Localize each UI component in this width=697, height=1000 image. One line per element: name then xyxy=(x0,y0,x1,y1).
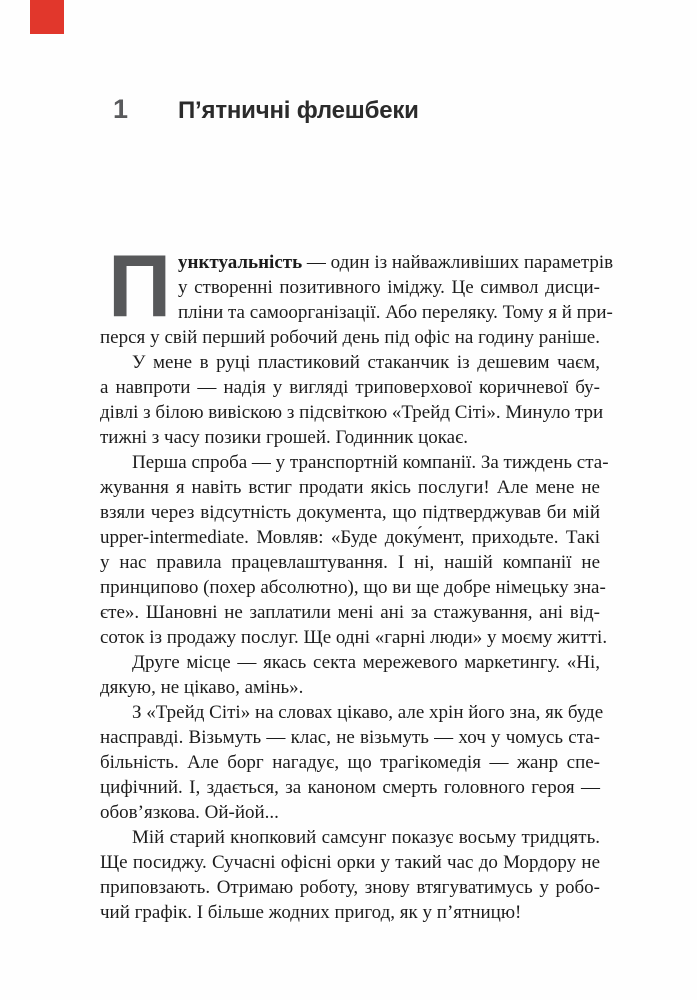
text-line: соток із продажу послуг. Ще одні «гарні люди» у моєму житті. xyxy=(100,627,608,648)
text-line: унктуальність — один із найважливіших параметрів xyxy=(178,252,614,273)
text-line: Перша спроба — у транспортній компанії. За тиждень ста- xyxy=(132,452,609,473)
text-line: насправді. Візьмуть — клас, не візьмуть — хоч у чомусь ста- xyxy=(100,727,600,748)
text-line: а навпроти — надія у вигляді триповерхової коричневої бу- xyxy=(100,377,600,398)
red-square-marker xyxy=(30,0,64,34)
text-line: Ще посиджу. Сучасні офісні орки у такий час до Мордору не xyxy=(100,852,600,873)
text-line: Мій старий кнопковий самсунг показує восьму тридцять. xyxy=(132,827,600,848)
text-line: жування я навіть встиг продати якісь послуги! Але мене не xyxy=(100,477,600,498)
paragraph xyxy=(100,825,600,925)
paragraph xyxy=(100,350,604,450)
text-line: З «Трейд Сіті» на словах цікаво, але хрін його зна, як буде xyxy=(132,702,604,723)
text-line: цифічний. І, здається, за каноном смерть головного героя — xyxy=(100,777,600,798)
text-line: дівлі з білою вивіскою з підсвіткою «Трейд Сіті». Минуло три xyxy=(100,402,604,423)
text-line: upper-intermediate. Мовляв: «Буде доку́мент, приходьте. Такі xyxy=(100,527,600,548)
text-line: Друге місце — якась секта мережевого маркетингу. «Ні, xyxy=(132,652,600,673)
chapter-header xyxy=(113,94,637,125)
chapter-title: П’ятничні флешбеки xyxy=(178,97,419,124)
lead-bold-word: унктуальність xyxy=(178,252,303,273)
text-line: чий графік. І більше жодних пригод, як у п’ятницю! xyxy=(100,902,522,923)
text-line: обов’язкова. Ой-йой... xyxy=(100,802,279,823)
paragraph xyxy=(100,236,614,350)
text-line: взяли через відсутність документа, що підтверджував би мій xyxy=(100,502,600,523)
paragraph xyxy=(100,700,604,825)
text-line: дякую, не цікаво, амінь». xyxy=(100,677,304,698)
text-line: перся у свій перший робочий день під офіс на годину раніше. xyxy=(100,327,600,348)
text-line: У мене в руці пластиковий стаканчик із дешевим чаєм, xyxy=(132,352,600,373)
text-line: єте». Шановні не заплатили мені ані за стажування, ані від- xyxy=(100,602,600,623)
text-line: у нас правила працевлаштування. І ні, нашій компанії не xyxy=(100,552,600,573)
text-line: пліни та самоорганізації. Або переляку. Тому я й при- xyxy=(178,302,613,323)
text-line: приповзають. Отримаю роботу, знову втягуватимусь у робо- xyxy=(100,877,600,898)
paragraph xyxy=(100,450,609,650)
text-line: у створенні позитивного іміджу. Це символ дисци- xyxy=(178,277,600,298)
dropcap-letter: П xyxy=(108,236,172,335)
chapter-number: 1 xyxy=(113,94,129,124)
text-line: принципово (похер абсолютно), що ви ще добре німецьку зна- xyxy=(100,577,606,598)
text-line: тижні з часу позики грошей. Годинник цокає. xyxy=(100,427,469,448)
body-text xyxy=(100,236,614,925)
paragraph xyxy=(100,650,600,700)
text-line: більність. Але борг нагадує, що трагікомедія — жанр спе- xyxy=(100,752,600,773)
